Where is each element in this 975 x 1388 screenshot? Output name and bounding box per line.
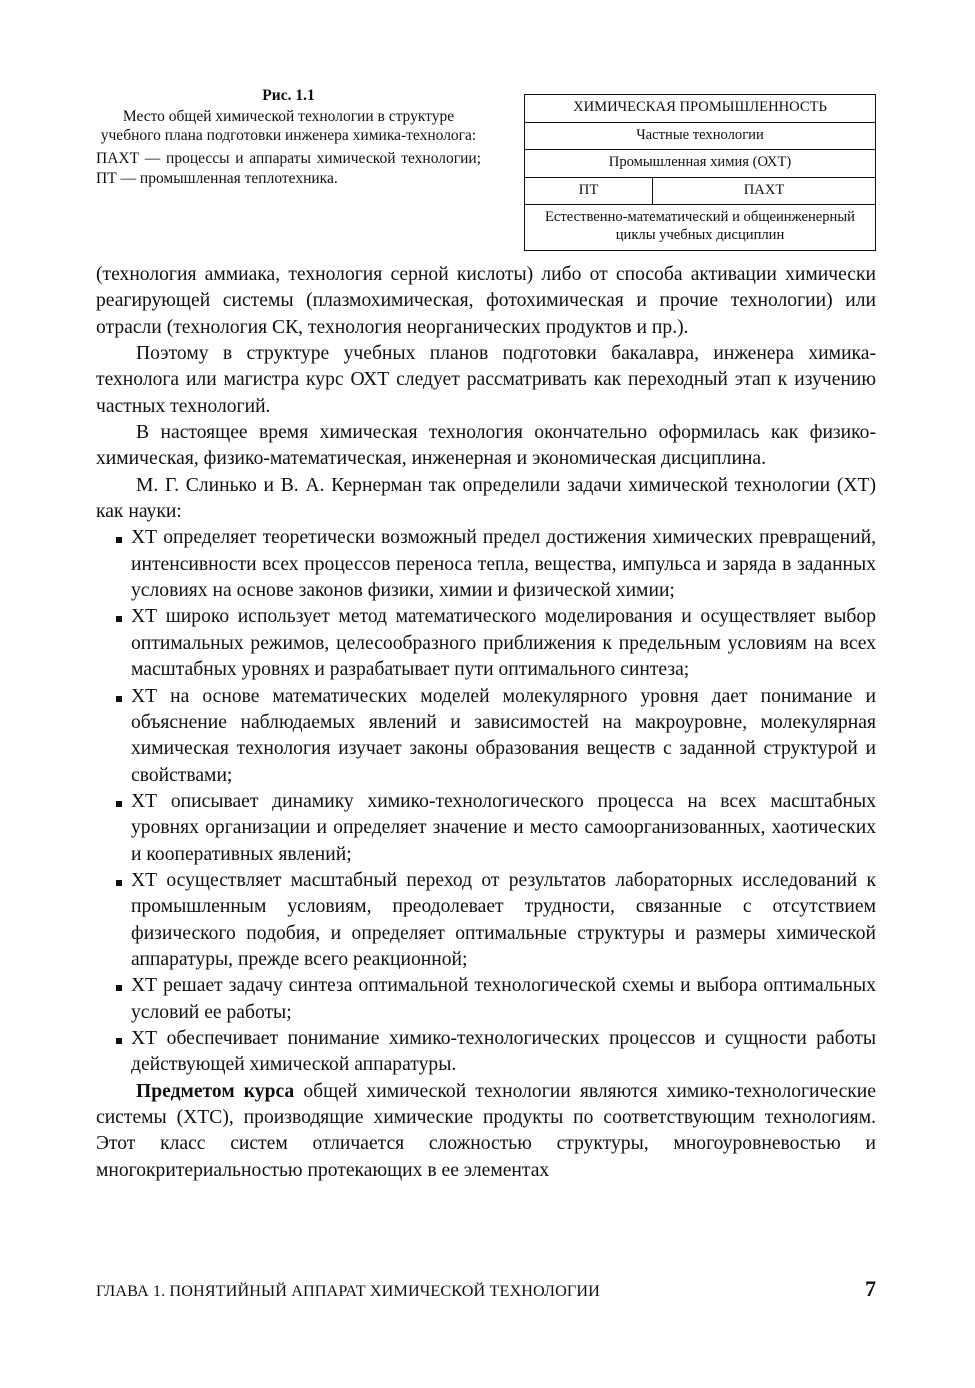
square-bullet-icon	[116, 616, 122, 622]
list-item	[96, 1026, 876, 1079]
list-item-text: ХТ определяет теоретически возможный предел достижения химических превращений, интенсивности всех процессов переноса тепла, вещества, импульса и заряда в заданных условиях на основе законов физики, химии и физической химии;	[131, 527, 876, 602]
figure-number: Рис. 1.1	[262, 87, 315, 104]
list-item-text: ХТ описывает динамику химико-технологического процесса на всех масштабных уровнях организации и определяет значение и место самоорганизованных, хаотических и кооперативных явлений;	[131, 790, 876, 865]
paragraph-5-rest: общей химической технологии являются химико-технологические системы (ХТС), производящие химические продукты по соответствующим технологиям. Этот класс систем отличается сложностью структуры, многоуровневостью и многокритериальностью протекающих в ее элементах	[96, 1080, 876, 1181]
figure-block	[96, 86, 876, 251]
figure-caption	[96, 86, 481, 188]
diagram-cell-private-tech: Частные технологии	[525, 122, 876, 150]
diagram-cell-industrial-chem: Промышленная химия (ОХТ)	[525, 150, 876, 178]
list-item	[96, 973, 876, 1026]
bullet-list	[96, 525, 876, 1078]
page-footer	[96, 1276, 876, 1302]
square-bullet-icon	[116, 696, 122, 702]
figure-note: ПАХТ — процессы и аппараты химической технологии; ПТ — промышленная теплотехника.	[96, 150, 481, 187]
paragraph-1: (технология аммиака, технология серной кислоты) либо от способа активации химически реагирующей системы (плазмохимическая, фотохимическая и прочие технологии) или отрасли (технология СК, технология неорганических продуктов и пр.).	[96, 264, 876, 338]
paragraph-5-lead: Предметом курса	[136, 1080, 295, 1102]
paragraph-4: М. Г. Слинько и В. А. Кернерман так определили задачи химической технологии (ХТ) как науки:	[96, 474, 876, 523]
list-item-text: ХТ осуществляет масштабный переход от результатов лабораторных исследований к промышленным условиям, преодолевает трудности, связанные с отсутствием физического подобия, и определяет оптимальные структуры и размеры химической аппаратуры, прежде всего реакционной;	[131, 869, 876, 970]
square-bullet-icon	[116, 1038, 122, 1044]
paragraph-3: В настоящее время химическая технология окончательно оформилась как физико-химическая, физико-математическая, инженерная и экономическая дисциплина.	[96, 422, 876, 470]
figure-title: Место общей химической технологии в структуре учебного плана подготовки инженера химика-технолога:	[100, 107, 477, 145]
body-text	[96, 262, 876, 1184]
square-bullet-icon	[116, 801, 122, 807]
paragraph-5	[96, 1079, 876, 1184]
list-item	[96, 868, 876, 973]
page-number: 7	[865, 1276, 876, 1301]
list-item	[96, 604, 876, 683]
list-item-text: ХТ на основе математических моделей молекулярного уровня дает понимание и объяснение наблюдаемых явлений и зависимостей на макроуровне, молекулярная химическая технология изучает законы образования веществ с заданной структурой и свойствами;	[131, 685, 876, 786]
list-item	[96, 789, 876, 868]
table-row	[525, 95, 876, 123]
list-item-text: ХТ широко использует метод математического моделирования и осуществляет выбор оптимальных режимов, целесообразного приближения к предельным условиям на всех масштабных уровнях и разрабатывает пути оптимального синтеза;	[131, 606, 876, 681]
table-row	[525, 122, 876, 150]
table-row	[525, 177, 876, 205]
diagram-cell-pt: ПТ	[525, 177, 653, 205]
diagram-cell-base-cycles: Естественно-математический и общеинженерный циклы учебных дисциплин	[525, 205, 876, 251]
list-item-text: ХТ решает задачу синтеза оптимальной технологической схемы и выбора оптимальных условий ее работы;	[131, 975, 876, 1023]
figure-diagram-table	[524, 94, 876, 251]
square-bullet-icon	[116, 537, 122, 543]
table-row	[525, 150, 876, 178]
diagram-cell-paht: ПАХТ	[653, 177, 876, 205]
diagram-cell-industry: ХИМИЧЕСКАЯ ПРОМЫШЛЕННОСТЬ	[525, 95, 876, 123]
paragraph-2: Поэтому в структуре учебных планов подготовки бакалавра, инженера химика-технолога или магистра курс ОХТ следует рассматривать как переходный этап к изучению частных технологий.	[96, 343, 876, 417]
list-item-text: ХТ обеспечивает понимание химико-технологических процессов и сущности работы действующей химической аппаратуры.	[131, 1027, 876, 1076]
table-row	[525, 205, 876, 251]
list-item	[96, 525, 876, 604]
square-bullet-icon	[116, 985, 122, 991]
footer-chapter-title: ГЛАВА 1. ПОНЯТИЙНЫЙ АППАРАТ ХИМИЧЕСКОЙ ТЕХНОЛОГИИ	[96, 1282, 600, 1300]
list-item	[96, 684, 876, 789]
square-bullet-icon	[116, 880, 122, 886]
